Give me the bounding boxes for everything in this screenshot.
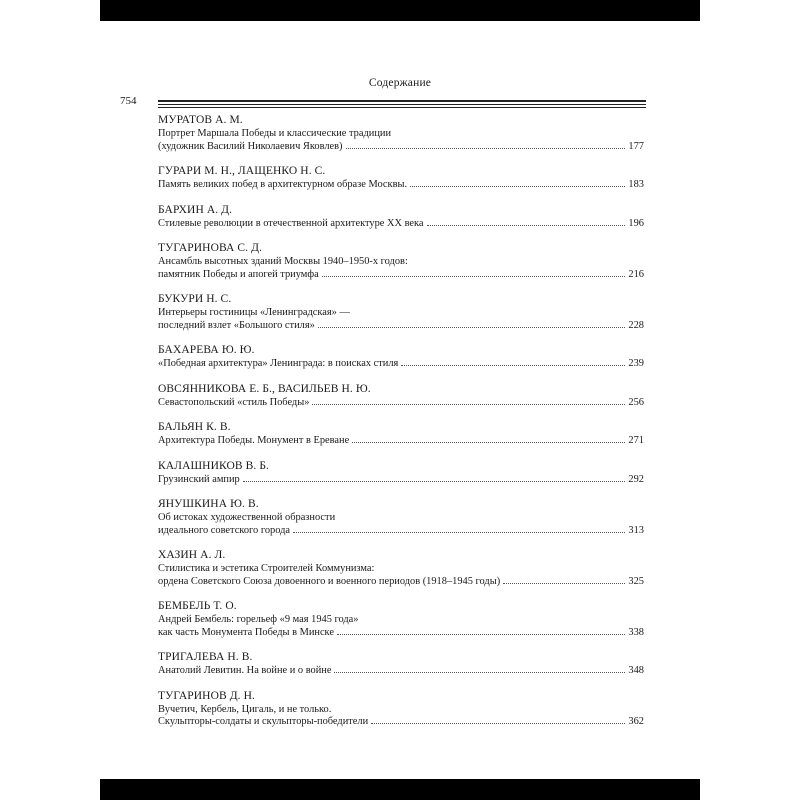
toc-title-text: Стилевые революции в отечественной архитектуре XX века [158, 217, 424, 229]
dot-leader [371, 723, 625, 724]
toc-title-text: Об истоках художественной образности [158, 512, 336, 523]
toc-page-number: 177 [628, 140, 644, 152]
toc-entry [158, 419, 644, 448]
toc-entry [158, 547, 644, 588]
toc-entry [158, 202, 644, 231]
toc-title-line [158, 474, 644, 487]
toc-title-text: как часть Монумента Победы в Минске [158, 626, 334, 638]
dot-leader [410, 186, 625, 187]
toc-page-number: 362 [628, 716, 644, 727]
toc-title-text: идеального советского города [158, 524, 291, 536]
toc-title-text: «Победная архитектура» Ленинграда: в поисках стиля [158, 358, 399, 369]
toc-title-text: Ансамбль высотных зданий Москвы 1940–1950-х годов: [158, 256, 408, 267]
toc-entry [158, 163, 644, 192]
toc-title-text: ордена Советского Союза довоенного и военного периодов (1918–1945 годы) [158, 575, 501, 587]
toc-page-number: 196 [628, 217, 644, 229]
toc-author: БАРХИН А. Д. [158, 203, 233, 216]
bottom-black-bar [100, 779, 700, 800]
toc-entry [158, 342, 644, 371]
top-black-bar [100, 0, 700, 21]
toc-title-text: Память великих побед в архитектурном образе Москвы. [158, 179, 408, 190]
toc-author: ТУГАРИНОВА С. Д. [158, 242, 263, 254]
book-page [100, 21, 700, 779]
header-rule [158, 104, 646, 105]
toc-title-line [158, 435, 644, 448]
toc-author: ГУРАРИ М. Н., ЛАЩЕНКО Н. С. [158, 165, 326, 177]
toc-page-number: 216 [628, 268, 644, 280]
toc-entry [158, 112, 644, 153]
toc-title-text: Анатолий Левитин. На войне и о войне [158, 665, 332, 676]
toc-entry [158, 598, 644, 639]
toc-title-line [158, 512, 644, 525]
toc-page-number: 183 [628, 179, 644, 190]
toc-author: ЯНУШКИНА Ю. В. [158, 498, 259, 510]
toc-page-number: 325 [628, 575, 644, 587]
toc-title-text: Архитектура Победы. Монумент в Ереване [158, 435, 350, 446]
dot-leader [503, 583, 625, 584]
toc-title-line [158, 397, 644, 410]
toc-title-text: памятник Победы и апогей триумфа [158, 268, 319, 280]
toc-author: ТУГАРИНОВ Д. Н. [158, 689, 255, 702]
toc-author: БУКУРИ Н. С. [158, 293, 232, 305]
toc-title-text: (художник Василий Николаевич Яковлев) [158, 140, 343, 152]
dot-leader [352, 442, 625, 443]
header-rule [158, 100, 646, 102]
dot-leader [337, 634, 625, 635]
toc-entry [158, 240, 644, 281]
toc-title-line [158, 627, 644, 640]
page-number: 754 [120, 95, 137, 107]
toc-author: ТРИГАЛЕВА Н. В. [158, 651, 253, 663]
toc-title-line [158, 320, 644, 333]
toc-title-line [158, 665, 644, 678]
dot-leader [401, 365, 625, 366]
toc-page-number: 256 [628, 396, 644, 408]
toc-title-line [158, 614, 644, 627]
toc-page-number: 313 [628, 524, 644, 536]
toc-title-text: Севастопольский «стиль Победы» [158, 396, 310, 408]
toc-author: ОВСЯННИКОВА Е. Б., ВАСИЛЬЕВ Н. Ю. [158, 382, 371, 395]
toc-title-text: Интерьеры гостиницы «Ленинградская» — [158, 307, 350, 318]
dot-leader [293, 532, 625, 533]
toc-title-line [158, 141, 644, 154]
toc-page-number: 271 [628, 435, 644, 446]
toc-entry [158, 496, 644, 537]
toc-author: ХАЗИН А. Л. [158, 549, 226, 561]
dot-leader [334, 672, 625, 673]
toc-title-line [158, 525, 644, 538]
dot-leader [346, 148, 626, 149]
toc-entry [158, 458, 644, 487]
toc-page-number: 239 [628, 358, 644, 369]
toc-entry [158, 291, 644, 332]
toc-title-text: Грузинский ампир [158, 473, 240, 485]
dot-leader [318, 327, 626, 328]
dot-leader [322, 276, 626, 277]
toc-author: КАЛАШНИКОВ В. Б. [158, 459, 270, 472]
running-head: Содержание [368, 77, 432, 89]
table-of-contents [158, 112, 644, 739]
toc-title-line [158, 218, 644, 231]
toc-entry [158, 688, 644, 729]
toc-title-text: Стилистика и эстетика Строителей Коммунизма: [158, 563, 375, 574]
toc-title-text: Андрей Бембель: горельеф «9 мая 1945 года» [158, 614, 359, 625]
toc-author: БАЛЬЯН К. В. [158, 421, 231, 433]
toc-title-text: Вучетич, Кербель, Цигаль, и не только. [158, 703, 332, 715]
toc-author: БАХАРЕВА Ю. Ю. [158, 344, 255, 356]
dot-leader [312, 404, 625, 405]
toc-title-line [158, 307, 644, 320]
toc-page-number: 228 [628, 319, 644, 331]
toc-title-line [158, 576, 644, 589]
toc-author: МУРАТОВ А. М. [158, 114, 243, 126]
toc-entry [158, 381, 644, 410]
toc-title-line [158, 269, 644, 282]
toc-entry [158, 649, 644, 678]
toc-title-line [158, 563, 644, 576]
dot-leader [243, 481, 626, 482]
toc-title-text: Скульпторы-солдаты и скульпторы-победители [158, 716, 369, 727]
toc-title-line [158, 256, 644, 269]
toc-page-number: 292 [628, 473, 644, 485]
toc-title-line [158, 704, 644, 717]
toc-page-number: 348 [628, 665, 644, 676]
toc-page-number: 338 [628, 626, 644, 638]
toc-title-line [158, 128, 644, 141]
toc-title-line [158, 716, 644, 729]
toc-title-line [158, 179, 644, 192]
header-rule [158, 107, 646, 108]
toc-title-text: Портрет Маршала Победы и классические традиции [158, 128, 392, 139]
toc-title-line [158, 358, 644, 371]
toc-author: БЕМБЕЛЬ Т. О. [158, 600, 237, 612]
toc-title-text: последний взлет «Большого стиля» [158, 319, 315, 331]
dot-leader [427, 225, 626, 226]
